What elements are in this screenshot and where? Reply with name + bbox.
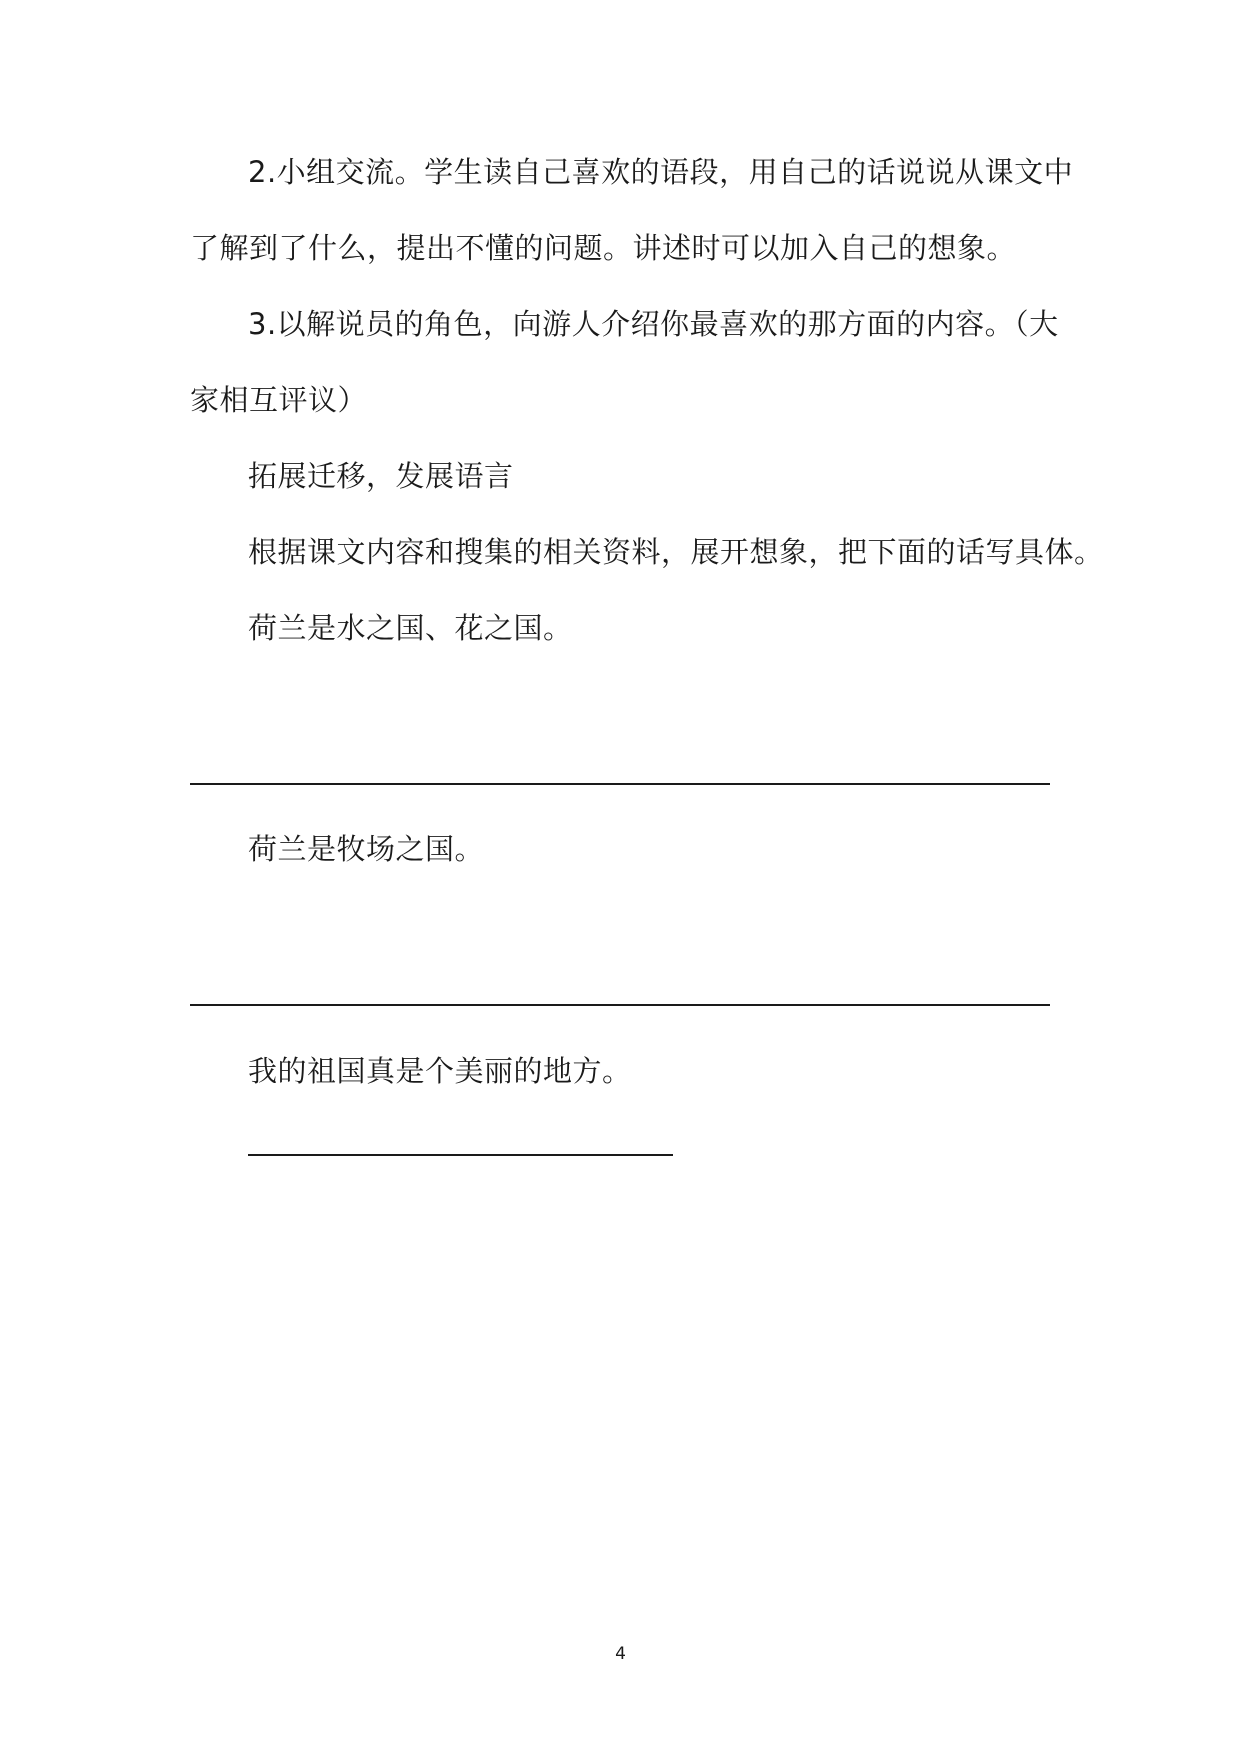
- answer-blank-line-2[interactable]: [190, 1004, 1050, 1006]
- paragraph-2-line-2: 了解到了什么，提出不懂的问题。讲述时可以加入自己的想象。: [190, 231, 1017, 265]
- paragraph-3-line-1: 3.以解说员的角色，向游人介绍你最喜欢的那方面的内容。（大: [248, 307, 1059, 341]
- paragraph-2-line-1: 2.小组交流。学生读自己喜欢的语段，用自己的话说说从课文中: [248, 155, 1074, 189]
- section-heading: 拓展迁移，发展语言: [248, 459, 514, 493]
- answer-blank-line-3[interactable]: [248, 1154, 673, 1156]
- instruction-paragraph: 根据课文内容和搜集的相关资料，展开想象，把下面的话写具体。: [248, 535, 1104, 569]
- prompt-pasture: 荷兰是牧场之国。: [248, 832, 485, 866]
- paragraph-3-line-2: 家相互评议）: [190, 383, 368, 417]
- prompt-water-flower: 荷兰是水之国、花之国。: [248, 611, 573, 645]
- answer-blank-line-1[interactable]: [190, 783, 1050, 785]
- prompt-motherland: 我的祖国真是个美丽的地方。: [248, 1054, 632, 1088]
- page-number: 4: [615, 1644, 626, 1664]
